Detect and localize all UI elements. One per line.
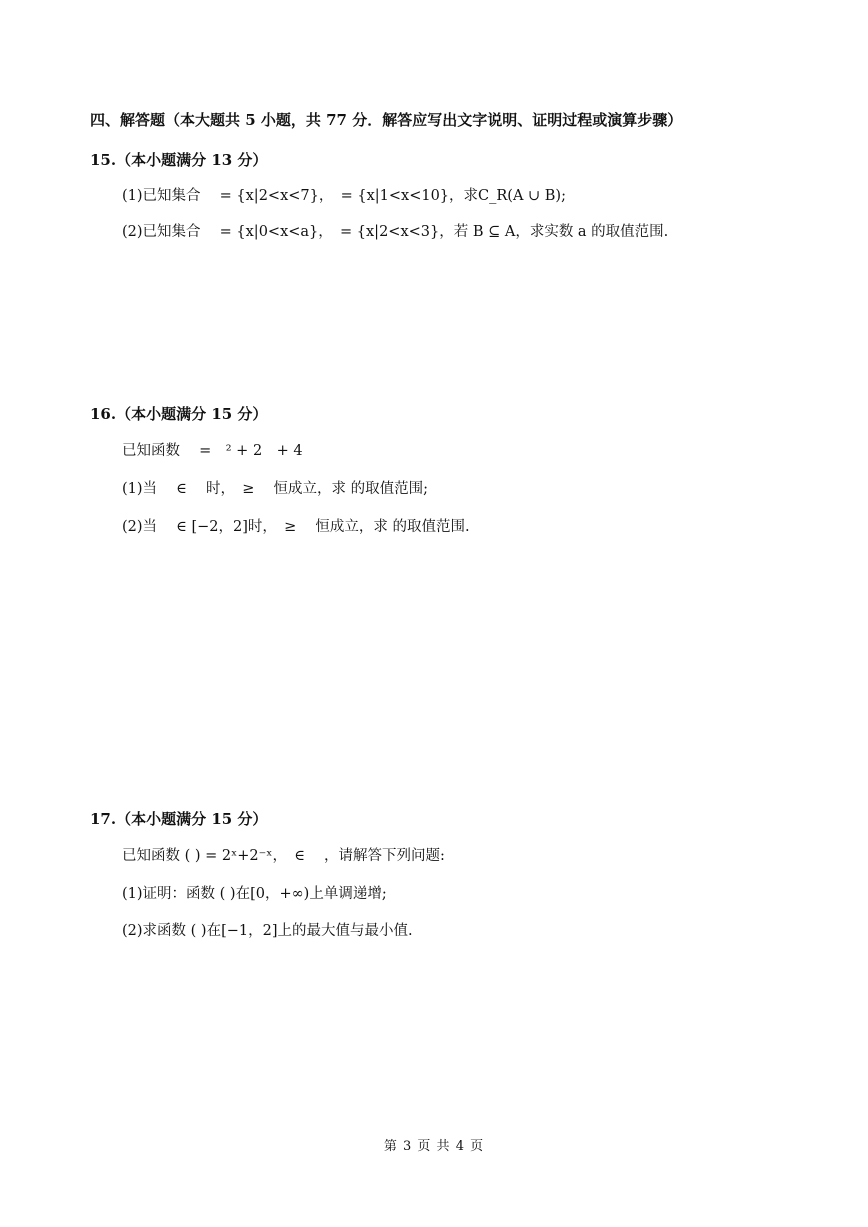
question-17-part-2: (2)求函数 ( )在[−1，2]上的最大值与最小值. <box>122 923 413 939</box>
page-footer: 第 3 页 共 4 页 <box>383 1139 485 1154</box>
question-16-title: 16.（本小题满分 15 分） <box>90 405 268 423</box>
question-17-part-1: (1)证明：函数 ( )在[0，+∞)上单调递增; <box>122 886 387 902</box>
question-17-title: 17.（本小题满分 15 分） <box>90 810 268 828</box>
question-15-part-2: (2)已知集合 = {x|0<x<a}， = {x|2<x<3}，若 B ⊆ A，求实数 a 的取值范围. <box>122 224 669 240</box>
question-16-part-2: (2)当 ∈ [−2，2]时， ≥ 恒成立，求 的取值范围. <box>122 519 470 535</box>
section-header: 四、解答题（本大题共 5 小题，共 77 分．解答应写出文字说明、证明过程或演算步骤） <box>90 111 683 129</box>
question-17-stem: 已知函数 ( ) = 2ˣ+2⁻ˣ， ∈ ，请解答下列问题: <box>122 848 445 864</box>
question-15-title: 15.（本小题满分 13 分） <box>90 151 268 169</box>
question-16-part-1: (1)当 ∈ 时， ≥ 恒成立，求 的取值范围; <box>122 481 428 497</box>
question-16-stem: 已知函数 = ² + 2 + 4 <box>122 443 303 459</box>
question-15-part-1: (1)已知集合 = {x|2<x<7}， = {x|1<x<10}，求C_R(A ∪ B); <box>122 188 566 204</box>
